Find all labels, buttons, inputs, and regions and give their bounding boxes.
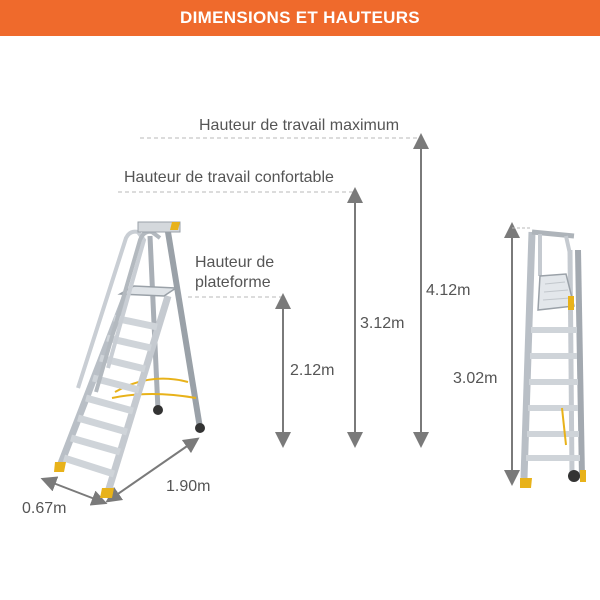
folded-height-value: 3.02m (453, 370, 498, 387)
comfort-height-value: 3.12m (360, 315, 405, 332)
platform-ladder-folded-illustration (520, 232, 586, 488)
platform-ladder-open-illustration (54, 222, 205, 498)
work-height-comfort-label: Hauteur de travail confortable (124, 169, 334, 186)
platform-height-value: 2.12m (290, 362, 335, 379)
length-value: 1.90m (166, 478, 211, 495)
work-height-max-label: Hauteur de travail maximum (199, 117, 400, 134)
width-value: 0.67m (22, 500, 67, 517)
platform-height-label-line2: plateforme (195, 274, 271, 291)
title: DIMENSIONS ET HAUTEURS (180, 8, 420, 27)
width-arrow (48, 481, 100, 501)
max-height-value: 4.12m (426, 282, 471, 299)
platform-height-label-line1: Hauteur de (195, 254, 275, 271)
